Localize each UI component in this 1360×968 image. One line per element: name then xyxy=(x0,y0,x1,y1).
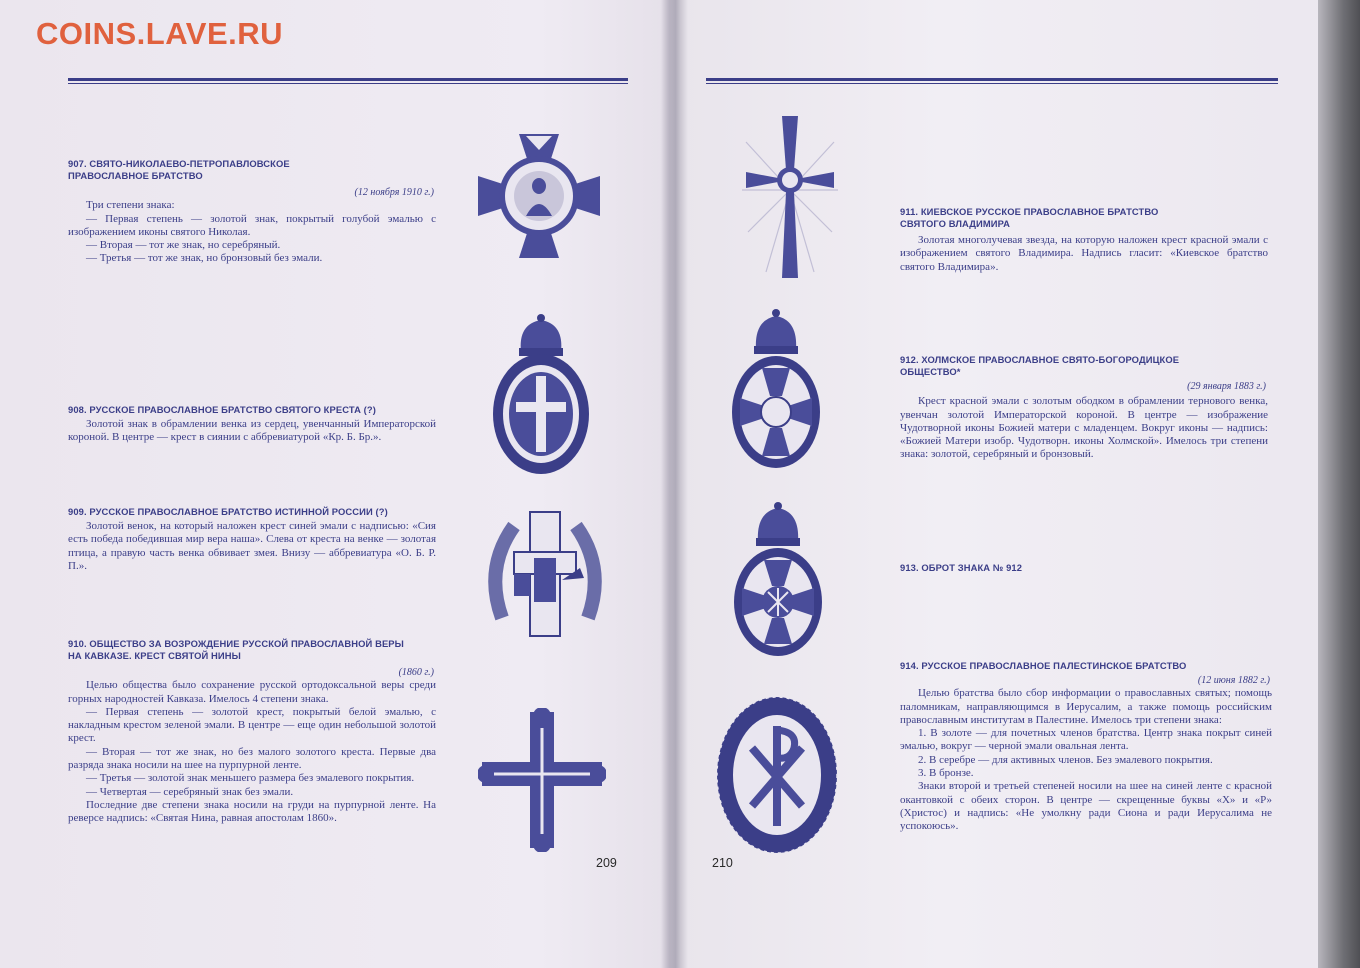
entry-911 xyxy=(900,206,1268,274)
entry-913 xyxy=(900,562,1268,574)
entry-912-heading-2: ОБЩЕСТВО* xyxy=(900,366,961,377)
watermark: COINS.LAVE.RU xyxy=(36,16,284,51)
entry-909-text: Золотой венок, на который наложен крест синей эмали с надписью: «Сия есть победа победившая мир вера наша». Слева от креста на венке — золотая птица, а правую часть венка обвивает змея. Внизу — аббревиатура «О. Б. Р. П.». xyxy=(68,520,436,572)
entry-907-line: Три степени знака: xyxy=(86,199,175,212)
entry-907-line: — Третья — тот же знак, но бронзовый без эмали. xyxy=(86,252,323,265)
entry-914-line: 1. В золоте — для почетных членов братства. Центр знака покрыт синей эмалью, вокруг — черной эмали овальная лента. xyxy=(900,727,1272,753)
crowned-cross-reverse-icon xyxy=(732,500,824,658)
wreath-cross-bird-icon xyxy=(484,508,606,640)
entry-914-line: Знаки второй и третьей степеней носили на шее на синей ленте с красной окантовкой с обеих сторон. В центре — скрещенные буквы «Х» и «Р» (Христос) и надпись: «Не умолкну ради Сиона и ради Иерусалима не успокоюсь». xyxy=(900,780,1272,833)
entry-909 xyxy=(68,506,436,573)
entry-907-line: — Первая степень — золотой знак, покрытый голубой эмалью с изображением иконы святого Николая. xyxy=(68,212,436,238)
entry-911-text: Золотая многолучевая звезда, на которую наложен крест красной эмали с изображением святого Владимира. Надпись гласит: «Киевское братство святого Владимира». xyxy=(900,234,1268,273)
entry-914-date: (12 июня 1882 г.) xyxy=(1197,675,1270,686)
entry-914 xyxy=(900,660,1272,834)
entry-910-line: — Первая степень — золотой крест, покрытый белой эмалью, с накладным крестом зеленой эмали. В центре — еще один небольшой золотой крест. xyxy=(68,705,436,745)
crowned-oval-wreath-icon xyxy=(488,312,594,484)
entry-910-line: — Вторая — тот же знак, но без малого золотого креста. Первые два разряда знака носили на шее на пурпурной ленте. xyxy=(68,745,436,772)
entry-912-date: (29 января 1883 г.) xyxy=(1187,381,1266,392)
cross-medallion-icon xyxy=(474,128,604,264)
entry-907-line: — Вторая — тот же знак, но серебряный. xyxy=(86,239,281,252)
entry-914-line: 3. В бронзе. xyxy=(918,767,974,780)
entry-913-heading: 913. ОБРОТ ЗНАКА № 912 xyxy=(900,562,1023,573)
entry-912-text: Крест красной эмали с золотым ободком в обрамлении тернового венка, увенчан золотой Императорской короной. В центре — изображение Чудотворной иконы Божией матери с младенцем. Вокруг иконы — надпись: «Божией Матери изобр. Чудотворн. иконы Холмской». Имелось три степени знака: золотой, серебряный и бронзовый. xyxy=(900,395,1268,461)
entry-908 xyxy=(68,404,436,445)
entry-911-heading-1: 911. КИЕВСКОЕ РУССКОЕ ПРАВОСЛАВНОЕ БРАТСТВО xyxy=(900,206,1159,217)
entry-914-line: Целью братства было сбор информации о православных святых; помощь паломникам, направляющимся в Иерусалим, а также помощь российским православным институтам в Палестине. Имелось три степени знака: xyxy=(900,687,1272,726)
entry-909-heading: 909. РУССКОЕ ПРАВОСЛАВНОЕ БРАТСТВО ИСТИННОЙ РОССИИ (?) xyxy=(68,506,388,517)
cross-of-saint-nina-icon xyxy=(478,708,606,852)
page-left xyxy=(0,0,668,968)
entry-908-heading: 908. РУССКОЕ ПРАВОСЛАВНОЕ БРАТСТВО СВЯТОГО КРЕСТА (?) xyxy=(68,404,376,415)
entry-907-heading-1: 907. СВЯТО-НИКОЛАЕВО-ПЕТРОПАВЛОВСКОЕ xyxy=(68,158,290,169)
page-number-left: 209 xyxy=(596,856,617,870)
entry-907 xyxy=(68,158,436,266)
chi-rho-oval-icon xyxy=(714,694,840,856)
page-number-right: 210 xyxy=(712,856,733,870)
entry-908-text: Золотой знак в обрамлении венка из сердец, увенчанный Императорской короной. В центре — крест в сиянии с аббревиатурой «Кр. Б. Бр.». xyxy=(68,418,436,444)
entry-911-heading-2: СВЯТОГО ВЛАДИМИРА xyxy=(900,218,1011,229)
book-edge xyxy=(1318,0,1360,968)
entry-914-heading: 914. РУССКОЕ ПРАВОСЛАВНОЕ ПАЛЕСТИНСКОЕ БРАТСТВО xyxy=(900,660,1187,671)
entry-907-heading-2: ПРАВОСЛАВНОЕ БРАТСТВО xyxy=(68,170,203,181)
crowned-cross-wreath-icon xyxy=(730,306,822,472)
entry-907-date: (12 ноября 1910 г.) xyxy=(354,187,434,198)
entry-910-line: — Четвертая — серебряный знак без эмали. xyxy=(86,785,294,798)
entry-910-heading-2: НА КАВКАЗЕ. КРЕСТ СВЯТОЙ НИНЫ xyxy=(68,650,241,661)
entry-910 xyxy=(68,638,436,826)
entry-910-line: — Третья — золотой знак меньшего размера без эмалевого покрытия. xyxy=(86,772,415,785)
entry-910-line: Последние две степени знака носили на груди на пурпурной ленте. На реверсе надпись: «Святая Нина, равная апостолам 1860». xyxy=(68,798,436,825)
entry-912-heading-1: 912. ХОЛМСКОЕ ПРАВОСЛАВНОЕ СВЯТО-БОГОРОДИЦКОЕ xyxy=(900,354,1180,365)
entry-914-line: 2. В серебре — для активных членов. Без эмалевого покрытия. xyxy=(918,753,1213,766)
entry-910-heading-1: 910. ОБЩЕСТВО ЗА ВОЗРОЖДЕНИЕ РУССКОЙ ПРАВОСЛАВНОЙ ВЕРЫ xyxy=(68,638,404,649)
entry-910-line: Целью общества было сохранение русской ортодоксальной веры среди горных народностей Кавказа. Имелось 4 степени знака. xyxy=(68,679,436,705)
page-right xyxy=(682,0,1350,968)
entry-910-date: (1860 г.) xyxy=(398,667,434,678)
entry-912 xyxy=(900,354,1268,462)
rayed-star-cross-icon xyxy=(742,112,838,280)
